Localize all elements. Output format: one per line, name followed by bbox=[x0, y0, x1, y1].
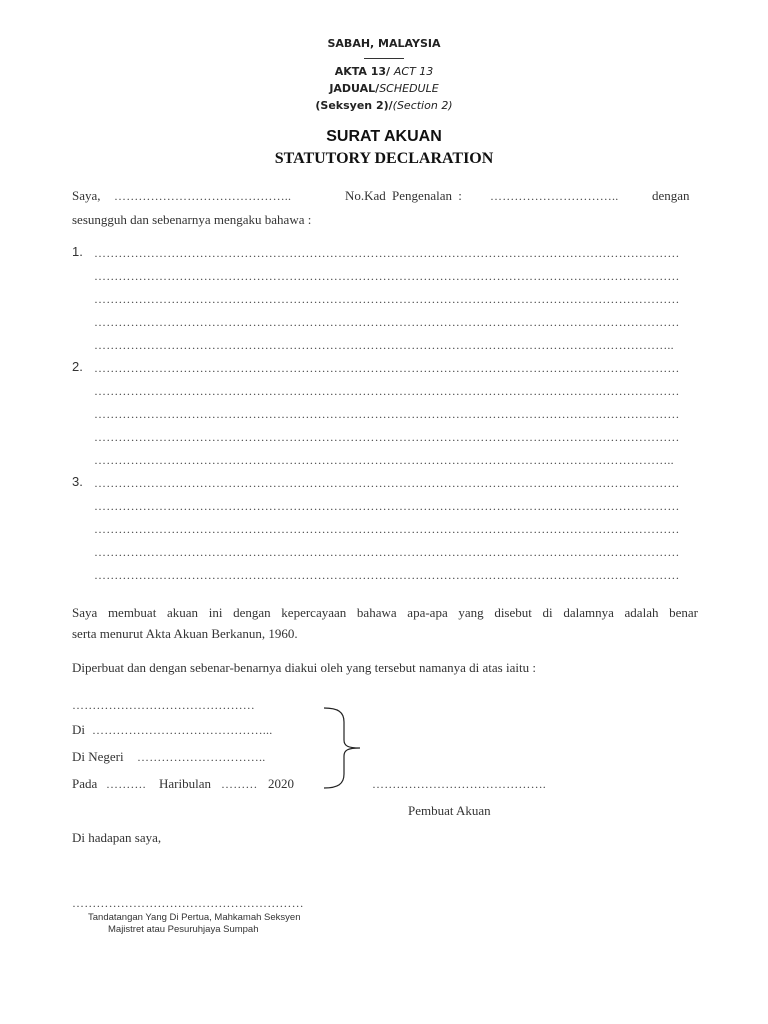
year: 2020 bbox=[268, 776, 294, 791]
statement-line: ……………………………………………………………………………………………………………………………… bbox=[94, 361, 680, 375]
statement-line: ……………………………………………………………………………………………………………………………… bbox=[94, 545, 680, 559]
haribulan-blank: ……… bbox=[221, 777, 258, 791]
name-blank: …………………………………….. bbox=[114, 189, 292, 203]
ic-label: No.Kad Pengenalan : bbox=[345, 188, 462, 203]
pada-label: Pada bbox=[72, 776, 98, 791]
statement-line: …………………………………………………………………………………………………………………………….. bbox=[94, 338, 674, 352]
section-english: (Section 2) bbox=[392, 99, 453, 112]
signatory-line1: Tandatangan Yang Di Pertua, Mahkamah Seksyen bbox=[88, 912, 301, 923]
header-act bbox=[0, 65, 768, 78]
header-location: SABAH, MALAYSIA bbox=[327, 37, 441, 50]
negeri-blank: ………………………….. bbox=[137, 750, 266, 764]
curly-brace-icon bbox=[322, 706, 364, 790]
made-by-statement: Diperbuat dan dengan sebenar-benarnya diakui oleh yang tersebut namanya di atas iaitu : bbox=[72, 660, 536, 675]
schedule-malay: JADUAL/ bbox=[329, 82, 380, 95]
statement-line: ……………………………………………………………………………………………………………………………… bbox=[94, 499, 680, 513]
item-number-1: 1. bbox=[72, 244, 83, 259]
header-schedule bbox=[0, 82, 768, 95]
signatory-line2: Majistret atau Pesuruhjaya Sumpah bbox=[108, 924, 259, 935]
pada-blank: ………. bbox=[106, 777, 146, 791]
item-number-3: 3. bbox=[72, 474, 83, 489]
statement-line: ……………………………………………………………………………………………………………………………… bbox=[94, 246, 680, 260]
statement-line: ……………………………………………………………………………………………………………………………… bbox=[94, 430, 680, 444]
statement-line: ……………………………………………………………………………………………………………………………… bbox=[94, 269, 680, 283]
signature-blank: ……………………………………… bbox=[72, 698, 255, 712]
di-blank: ……………………………………... bbox=[92, 723, 273, 737]
section-malay: (Seksyen 2)/ bbox=[315, 99, 393, 112]
statement-line: ……………………………………………………………………………………………………………………………… bbox=[94, 292, 680, 306]
before-me-label: Di hadapan saya, bbox=[72, 830, 162, 845]
schedule-english: SCHEDULE bbox=[379, 82, 439, 95]
act-malay: AKTA 13/ bbox=[334, 65, 391, 78]
intro-line2: sesungguh dan sebenarnya mengaku bahawa : bbox=[72, 212, 312, 227]
header-rule bbox=[364, 58, 404, 59]
maker-label: Pembuat Akuan bbox=[408, 803, 491, 818]
maker-signature-blank: ……………………………………. bbox=[372, 777, 546, 791]
witness-signature-blank: ………………………………………………… bbox=[72, 896, 304, 910]
negeri-label: Di Negeri bbox=[72, 749, 124, 764]
header-section bbox=[0, 99, 768, 112]
statement-line: ……………………………………………………………………………………………………………………………… bbox=[94, 407, 680, 421]
intro-dengan: dengan bbox=[652, 188, 690, 203]
statement-line: ……………………………………………………………………………………………………………………………… bbox=[94, 315, 680, 329]
item-number-2: 2. bbox=[72, 359, 83, 374]
declaration-line1: Saya membuat akuan ini dengan kepercayaan bahawa apa-apa yang disebut di dalamnya adalah benar bbox=[72, 605, 698, 620]
ic-blank: ………………………….. bbox=[490, 189, 619, 203]
haribulan-label: Haribulan bbox=[159, 776, 211, 791]
statement-line: …………………………………………………………………………………………………………………………….. bbox=[94, 453, 674, 467]
di-label: Di bbox=[72, 722, 85, 737]
statement-line: ……………………………………………………………………………………………………………………………… bbox=[94, 384, 680, 398]
statement-line: ……………………………………………………………………………………………………………………………… bbox=[94, 476, 680, 490]
intro-saya: Saya, bbox=[72, 188, 101, 203]
title-english: STATUTORY DECLARATION bbox=[274, 150, 494, 167]
act-english: ACT 13 bbox=[393, 65, 434, 78]
title-malay: SURAT AKUAN bbox=[326, 128, 442, 145]
statement-line: ……………………………………………………………………………………………………………………………… bbox=[94, 522, 680, 536]
declaration-line2: serta menurut Akta Akuan Berkanun, 1960. bbox=[72, 626, 298, 641]
statement-line: ……………………………………………………………………………………………………………………………… bbox=[94, 568, 680, 582]
